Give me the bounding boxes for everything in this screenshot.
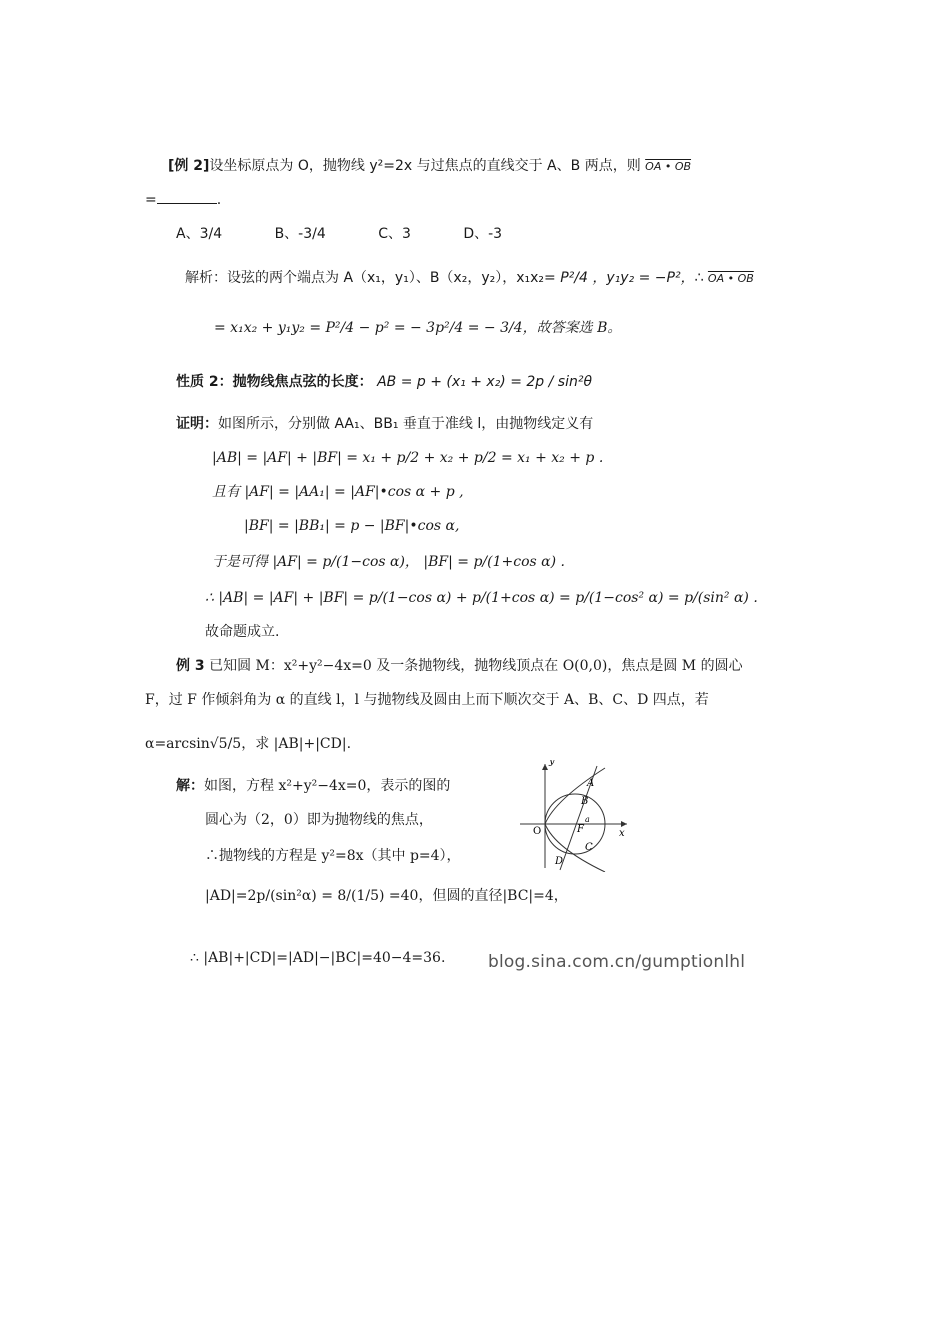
example3-sol1: 如图，方程 x²+y²−4x=0，表示的图的 bbox=[204, 778, 451, 794]
example3-stem-line1 bbox=[176, 656, 743, 676]
example2-stem-line bbox=[168, 156, 691, 177]
example3-sol-line3: ∴抛物线的方程是 y²=8x（其中 p=4）， bbox=[205, 848, 461, 864]
label-alpha: a bbox=[585, 815, 590, 824]
proof-line1: |AB| = |AF| + |BF| = x₁ + p/2 + x₂ + p/2 = x₁ + x₂ + p . bbox=[212, 450, 604, 466]
label-d: D bbox=[555, 856, 564, 867]
solution-prefix: 解析：设弦的两个端点为 A（x₁，y₁）、B（x₂，y₂），x₁x₂= bbox=[185, 270, 556, 286]
example3-sol-label: 解： bbox=[176, 778, 204, 794]
y-axis-arrow-icon bbox=[542, 764, 548, 770]
proof-conclusion: 故命题成立. bbox=[205, 624, 280, 640]
solution-dot-expr: OA • OB bbox=[707, 272, 754, 285]
solution-mid: ，y₁y₂ = −P²，∴ bbox=[592, 270, 704, 286]
label-f: F bbox=[577, 824, 584, 835]
proof-line5: ∴ |AB| = |AF| + |BF| = p/(1−cos α) + p/(1+cos α) = p/(1−cos² α) = p/(sin² α) . bbox=[205, 590, 758, 606]
option-b: B、-3/4 bbox=[274, 226, 326, 242]
option-d: D、-3 bbox=[463, 226, 503, 242]
example2-solution-line2 bbox=[214, 318, 621, 338]
example2-dot-expr: OA • OB bbox=[645, 160, 692, 173]
option-a: A、3/4 bbox=[176, 226, 223, 242]
period: . bbox=[216, 192, 222, 208]
example2-label: [例 2] bbox=[168, 158, 210, 174]
example3-sol-line1 bbox=[176, 776, 450, 796]
proof-intro: 如图所示，分别做 AA₁、BB₁ 垂直于准线 l，由抛物线定义有 bbox=[218, 416, 594, 432]
example3-label: 例 3 bbox=[176, 658, 205, 674]
blog-watermark: blog.sina.com.cn/gumptionlhl bbox=[488, 952, 746, 972]
example3-sol-line2: 圆心为（2，0）即为抛物线的焦点， bbox=[205, 812, 433, 828]
example3-stem1: 已知圆 M：x²+y²−4x=0 及一条抛物线，抛物线顶点在 O(0,0)，焦点是圆 M 的圆心 bbox=[209, 658, 743, 674]
property2-formula: AB = p + (x₁ + x₂) = 2p / sin²θ bbox=[377, 374, 593, 390]
example2-stem: 设坐标原点为 O，抛物线 y²=2x 与过焦点的直线交于 A、B 两点，则 bbox=[209, 158, 641, 174]
property2-title: 性质 2：抛物线焦点弦的长度： bbox=[176, 374, 373, 390]
example3-stem-line3: α=arcsin√5/5，求 |AB|+|CD|. bbox=[145, 736, 352, 752]
proof-line2: 且有 |AF| = |AA₁| = |AF|•cos α + p , bbox=[212, 484, 464, 500]
label-y: y bbox=[549, 760, 555, 767]
example2-options bbox=[176, 224, 502, 244]
proof-label: 证明： bbox=[176, 416, 218, 432]
proof-intro-line bbox=[176, 414, 593, 434]
label-x: x bbox=[619, 828, 625, 839]
label-a: A bbox=[587, 778, 595, 789]
equals-sign: = bbox=[145, 192, 157, 208]
proof-line3: |BF| = |BB₁| = p − |BF|•cos α, bbox=[244, 518, 460, 534]
x-axis-arrow-icon bbox=[621, 821, 627, 827]
option-c: C、3 bbox=[378, 226, 411, 242]
example3-sol-line4: |AD|=2p/(sin²α) = 8/(1/5) =40，但圆的直径|BC|=4， bbox=[205, 888, 568, 904]
solution-fraction: P²/4 bbox=[560, 270, 588, 286]
label-o: O bbox=[533, 826, 542, 837]
proof-line4: 于是可得 |AF| = p/(1−cos α)， |BF| = p/(1+cos α) . bbox=[212, 554, 565, 570]
example2-blank-line bbox=[145, 190, 221, 210]
example2-solution-line1 bbox=[185, 268, 754, 289]
example3-sol-line5: ∴ |AB|+|CD|=|AD|−|BC|=40−4=36. bbox=[190, 950, 446, 966]
property2-title-line bbox=[176, 372, 592, 392]
parabola-circle-figure bbox=[515, 760, 635, 872]
solution-result: = x₁x₂ + y₁y₂ = P²/4 − p² = − 3p²/4 = − 3/4，故答案选 B。 bbox=[214, 320, 622, 336]
answer-blank bbox=[157, 203, 217, 204]
label-b: B bbox=[581, 796, 589, 807]
parabola bbox=[545, 768, 605, 872]
example3-stem-line2: F，过 F 作倾斜角为 α 的直线 l，l 与抛物线及圆由上而下顺次交于 A、B、C、D 四点，若 bbox=[145, 692, 709, 708]
label-c: C bbox=[585, 842, 593, 853]
